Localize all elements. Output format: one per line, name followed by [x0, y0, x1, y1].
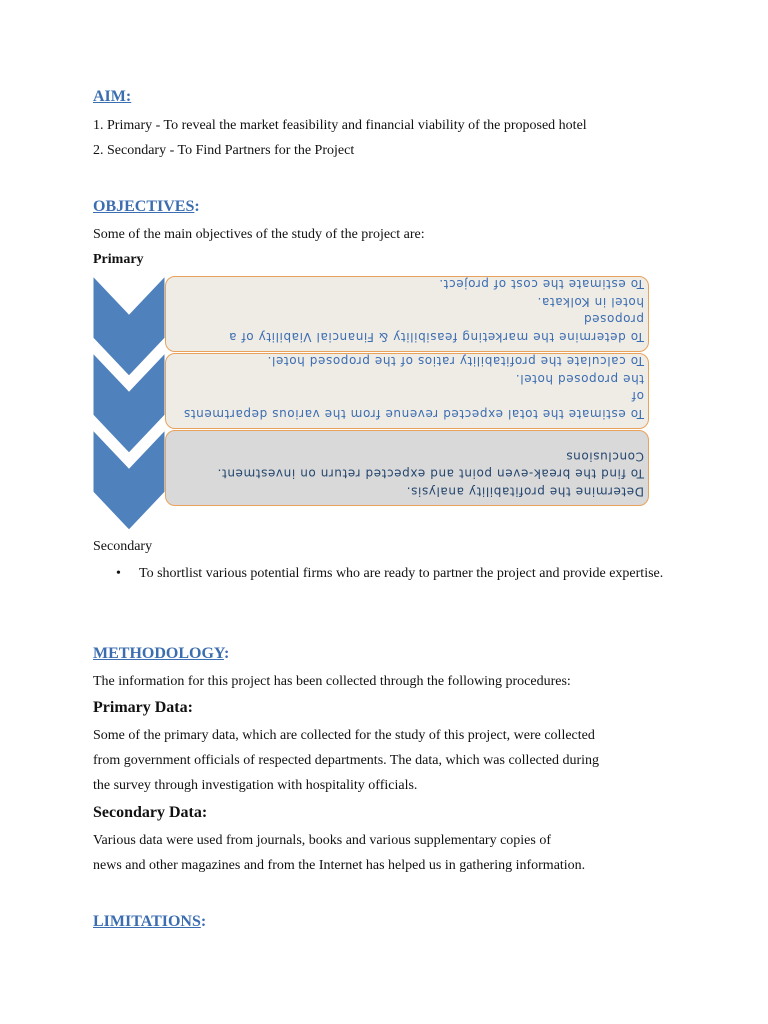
box-3-line-1: Determine the profitability analysis.	[406, 484, 644, 498]
secondary-data-line-2: news and other magazines and from the Internet has helped us in gathering information.	[93, 858, 586, 873]
secondary-data-heading: Secondary Data:	[93, 804, 208, 821]
primary-data-heading: Primary Data:	[93, 699, 193, 716]
objectives-heading	[93, 198, 200, 216]
aim-item-primary: 1. Primary - To reveal the market feasibility and financial viability of the proposed hotel	[93, 118, 587, 133]
primary-objective-box-2	[165, 353, 649, 429]
limitations-heading-colon: :	[200, 913, 207, 930]
objectives-intro: Some of the main objectives of the study of the project are:	[93, 227, 425, 242]
primary-label: Primary	[93, 252, 144, 267]
box-1-line-2: hotel in Kolkata.	[536, 295, 644, 309]
box-3-line-3: Conclusions	[565, 449, 644, 463]
aim-heading-text: AIM:	[93, 88, 132, 105]
secondary-label: Secondary	[93, 539, 153, 554]
limitations-heading	[93, 913, 206, 931]
primary-objective-box-1	[165, 276, 649, 352]
box-1-line-1: To determine the marketing feasibility & Financial Viability of a proposed	[228, 312, 644, 344]
box-2-line-3: To calculate the profitability ratios of the proposed hotel.	[267, 354, 644, 369]
box-2-line-2: the proposed hotel.	[515, 372, 644, 386]
box-3-line-2: To find the break-even point and expected return on investment.	[217, 466, 644, 481]
box-1-line-3: To estimate the cost of project.	[438, 277, 644, 292]
chevron-1-icon	[93, 276, 165, 376]
objectives-heading-word: OBJECTIVES	[93, 198, 195, 215]
primary-data-line-1: Some of the primary data, which are collected for the study of this project, were collected	[93, 728, 595, 743]
methodology-heading-word: METHODOLOGY	[93, 645, 224, 662]
aim-heading	[93, 88, 131, 106]
methodology-heading-colon: :	[223, 645, 230, 662]
chevron-diagram	[93, 276, 165, 532]
primary-data-line-2: from government officials of respected departments. The data, which was collected during	[93, 753, 600, 768]
primary-objective-box-3	[165, 430, 649, 506]
aim-item-secondary: 2. Secondary - To Find Partners for the Project	[93, 143, 355, 158]
methodology-heading	[93, 645, 229, 663]
limitations-heading-word: LIMITATIONS	[93, 913, 201, 930]
objectives-heading-colon: :	[194, 198, 200, 215]
methodology-intro: The information for this project has been collected through the following procedures:	[93, 674, 571, 689]
secondary-data-line-1: Various data were used from journals, books and various supplementary copies of	[93, 833, 551, 848]
bullet-icon: •	[116, 566, 121, 581]
box-2-line-1: To estimate the total expected revenue from the various departments of	[183, 389, 644, 421]
primary-data-line-3: the survey through investigation with hospitality officials.	[93, 778, 418, 793]
secondary-bullet-text: To shortlist various potential firms who are ready to partner the project and provide expertise.	[139, 566, 664, 581]
